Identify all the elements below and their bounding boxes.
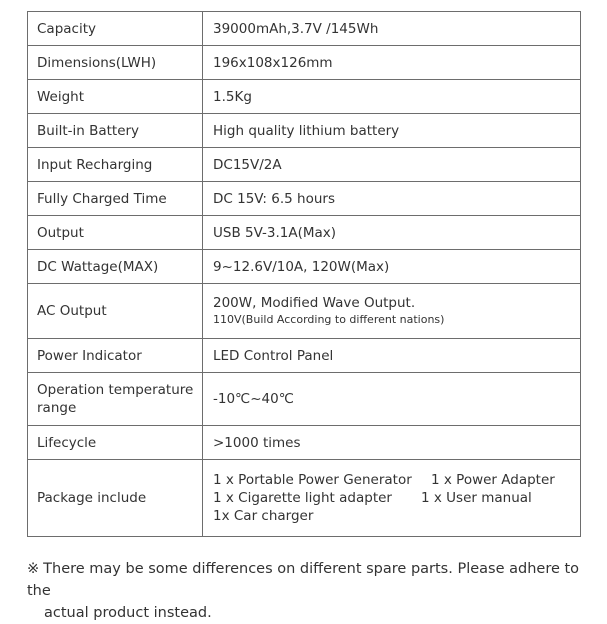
spec-label: Built-in Battery bbox=[28, 114, 203, 148]
disclaimer-line-1: There may be some differences on different spare parts. Please adhere to the bbox=[27, 561, 580, 599]
spec-row-dc-wattage bbox=[28, 250, 581, 284]
spec-value: 9~12.6V/10A, 120W(Max) bbox=[203, 250, 581, 284]
spec-value: DC15V/2A bbox=[203, 148, 581, 182]
spec-value: 1.5Kg bbox=[203, 80, 581, 114]
spec-value: 39000mAh,3.7V /145Wh bbox=[203, 12, 581, 46]
spec-row-dimensions bbox=[28, 46, 581, 80]
spec-value: High quality lithium battery bbox=[203, 114, 581, 148]
disclaimer-line-2: actual product instead. bbox=[44, 605, 212, 621]
spec-value: LED Control Panel bbox=[203, 339, 581, 373]
spec-label: Weight bbox=[28, 80, 203, 114]
spec-label: Power Indicator bbox=[28, 339, 203, 373]
package-item: 1 x Cigarette light adapter bbox=[213, 490, 392, 506]
spec-label: Operation temperature range bbox=[28, 373, 203, 426]
package-item: 1 x Power Adapter bbox=[431, 472, 555, 488]
package-item: 1 x Portable Power Generator bbox=[213, 472, 412, 488]
spec-label: Dimensions(LWH) bbox=[28, 46, 203, 80]
spec-row-ac-output bbox=[28, 284, 581, 339]
spec-label: Output bbox=[28, 216, 203, 250]
spec-label: Lifecycle bbox=[28, 426, 203, 460]
spec-value: 200W, Modified Wave Output. bbox=[213, 295, 416, 311]
package-line bbox=[213, 489, 580, 507]
spec-row-weight bbox=[28, 80, 581, 114]
spec-row-package bbox=[28, 460, 581, 537]
spec-row-battery bbox=[28, 114, 581, 148]
spec-table bbox=[27, 11, 581, 537]
spec-value: 196x108x126mm bbox=[203, 46, 581, 80]
package-item: 1 x User manual bbox=[421, 490, 532, 506]
spec-value: -10℃~40℃ bbox=[203, 373, 581, 426]
spec-label: Fully Charged Time bbox=[28, 182, 203, 216]
spec-value-cell bbox=[203, 284, 581, 339]
disclaimer-note bbox=[27, 558, 587, 624]
spec-label: Input Recharging bbox=[28, 148, 203, 182]
spec-value: DC 15V: 6.5 hours bbox=[203, 182, 581, 216]
spec-row-output bbox=[28, 216, 581, 250]
spec-value-note: 110V(Build According to different nations) bbox=[213, 313, 445, 326]
package-line bbox=[213, 471, 580, 489]
spec-value: USB 5V-3.1A(Max) bbox=[203, 216, 581, 250]
spec-row-capacity bbox=[28, 12, 581, 46]
spec-row-lifecycle bbox=[28, 426, 581, 460]
spec-row-temperature bbox=[28, 373, 581, 426]
spec-row-input bbox=[28, 148, 581, 182]
spec-row-power-indicator bbox=[28, 339, 581, 373]
spec-label: AC Output bbox=[28, 284, 203, 339]
spec-label: DC Wattage(MAX) bbox=[28, 250, 203, 284]
spec-label: Package include bbox=[28, 460, 203, 537]
package-list bbox=[203, 460, 581, 537]
spec-value: >1000 times bbox=[203, 426, 581, 460]
package-item: 1x Car charger bbox=[213, 508, 314, 524]
spec-label: Capacity bbox=[28, 12, 203, 46]
spec-row-charge-time bbox=[28, 182, 581, 216]
reference-mark-icon: ※ bbox=[27, 561, 40, 577]
package-line bbox=[213, 507, 580, 525]
